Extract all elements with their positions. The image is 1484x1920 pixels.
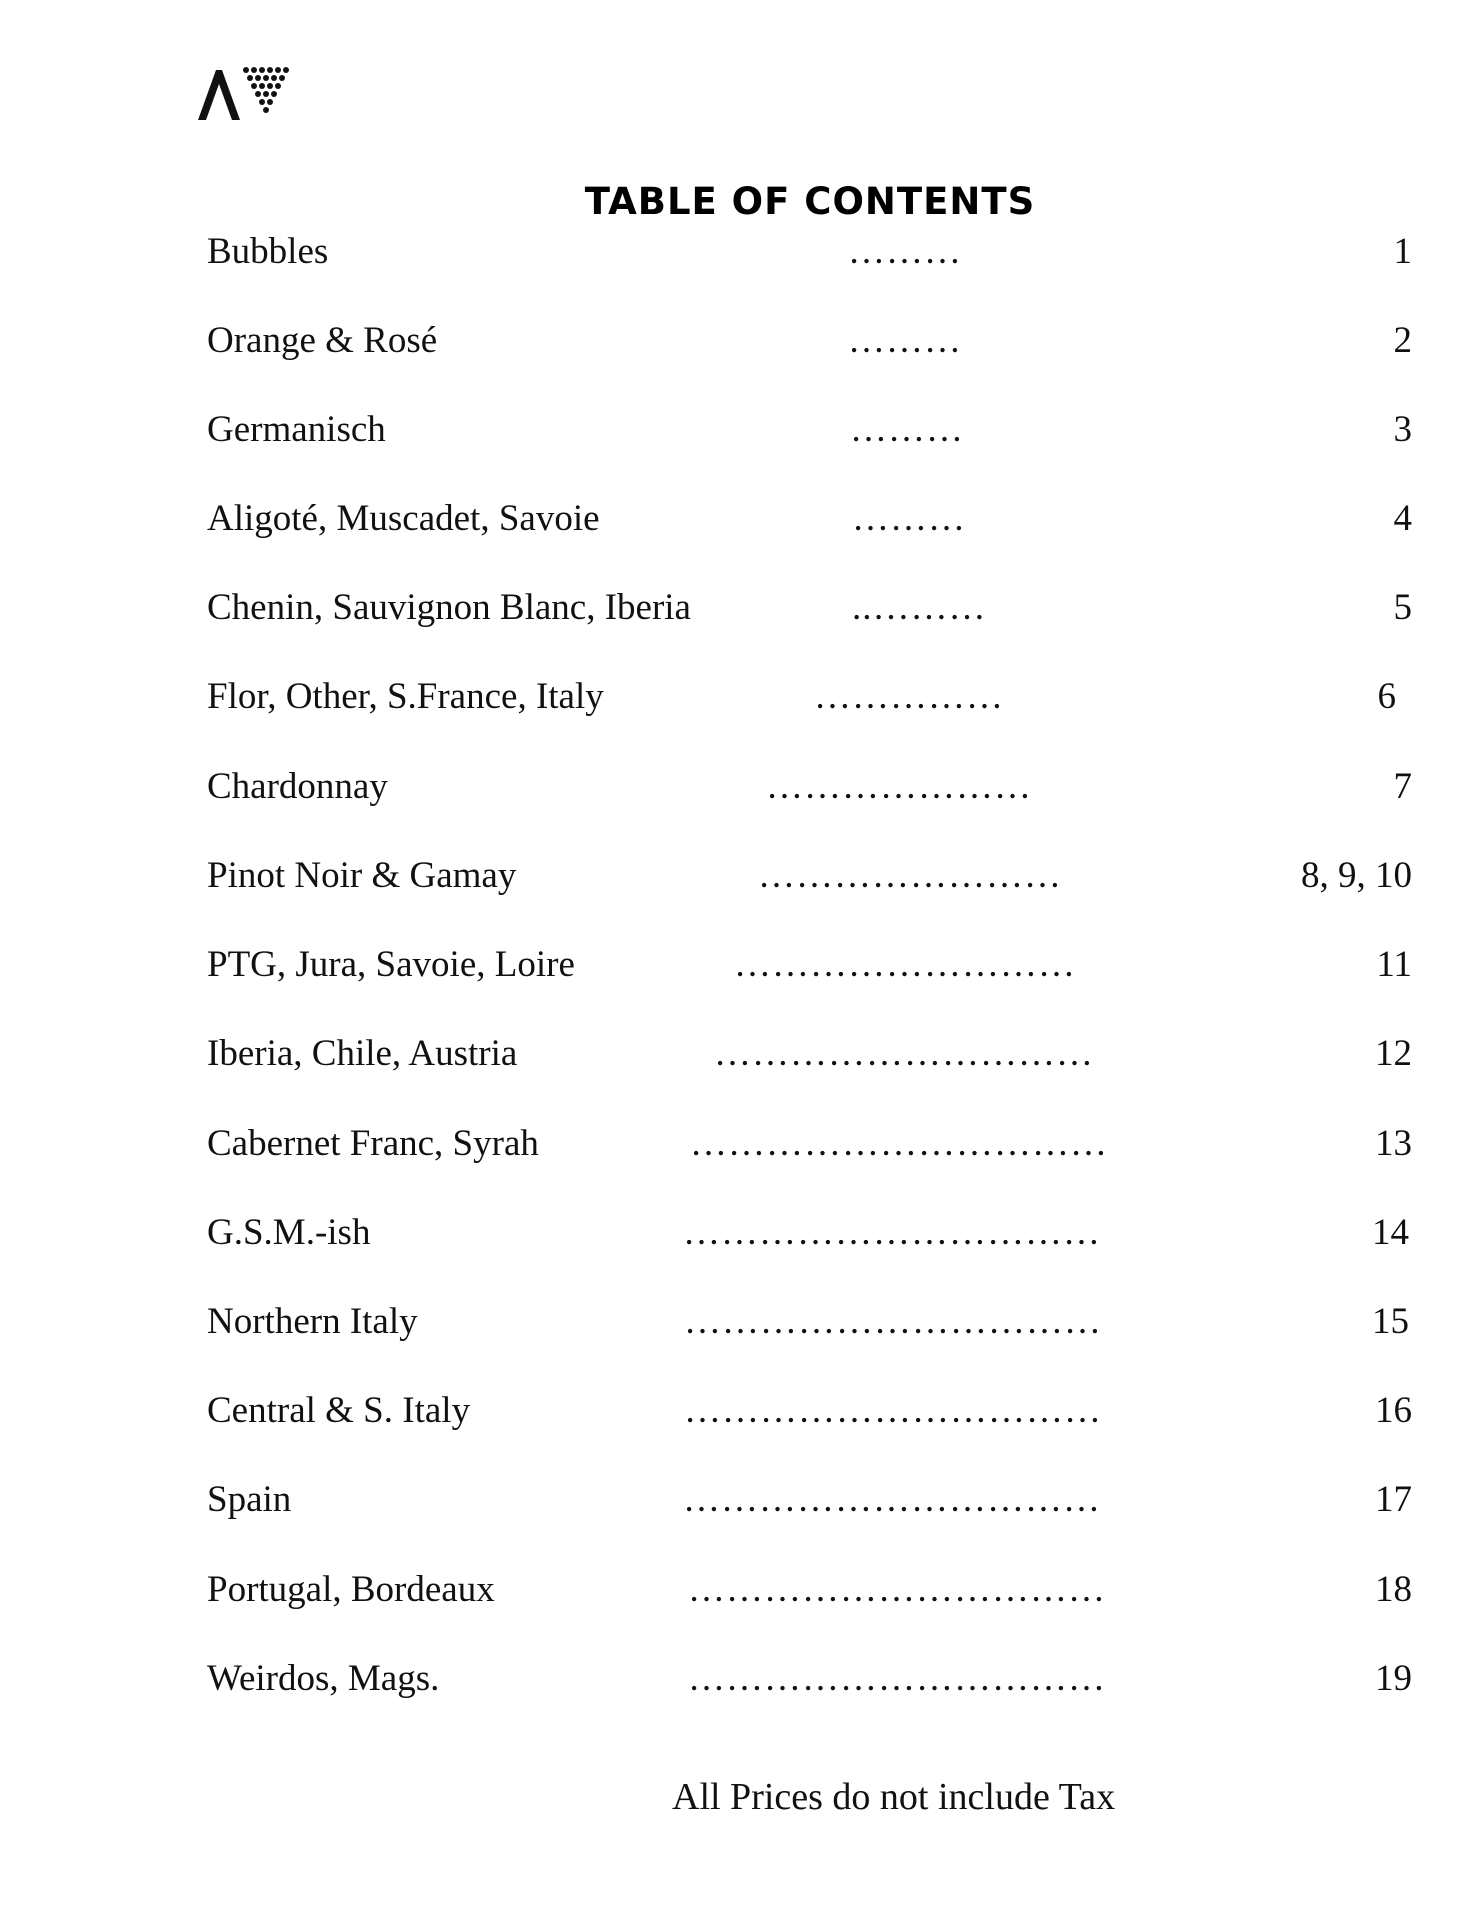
toc-entry-label: Iberia, Chile, Austria: [207, 1033, 518, 1074]
toc-entry-label: Central & S. Italy: [207, 1390, 471, 1431]
toc-entry-leader: ……………………………: [683, 1212, 1101, 1253]
toc-entry-page: 17: [1375, 1479, 1412, 1520]
toc-entry-leader: ……………………………: [683, 1479, 1101, 1520]
toc-entry-leader: ………: [848, 320, 962, 361]
toc-entry: [0, 406, 1484, 454]
toc-entry-leader: …………………: [766, 766, 1032, 807]
toc-entry-label: Portugal, Bordeaux: [207, 1569, 495, 1610]
toc-entry: [0, 1030, 1484, 1078]
page-title: TABLE OF CONTENTS: [584, 180, 1036, 223]
toc-entry: [0, 1655, 1484, 1703]
toc-entry-label: Germanisch: [207, 409, 386, 450]
toc-entry-leader: ..………: [852, 587, 987, 628]
toc-entry-page: 8, 9, 10: [1301, 855, 1412, 896]
toc-entry-page: 16: [1375, 1390, 1412, 1431]
toc-entry: [0, 941, 1484, 989]
toc-entry-page: 12: [1375, 1033, 1412, 1074]
toc-entry-label: Chardonnay: [207, 766, 388, 807]
toc-entry-label: Aligoté, Muscadet, Savoie: [207, 498, 600, 539]
toc-entry-label: PTG, Jura, Savoie, Loire: [207, 944, 575, 985]
toc-entry: [0, 1566, 1484, 1614]
toc-entry-label: G.S.M.-ish: [207, 1212, 371, 1253]
toc-entry-leader: ……………………………: [690, 1123, 1108, 1164]
toc-entry: [0, 584, 1484, 632]
footer-note: All Prices do not include Tax: [672, 1776, 1116, 1818]
toc-entry-page: 5: [1393, 587, 1412, 628]
toc-entry-label: Cabernet Franc, Syrah: [207, 1123, 539, 1164]
toc-entry: [0, 1476, 1484, 1524]
toc-entry-leader: ……………………: [758, 855, 1062, 896]
toc-entry: [0, 1209, 1484, 1257]
toc-entry-page: 14: [1372, 1212, 1409, 1253]
toc-entry-label: Spain: [207, 1479, 292, 1520]
toc-entry-leader: ……………………………: [684, 1301, 1102, 1342]
toc-entry-leader: ……………: [814, 676, 1004, 717]
toc-entry-page: 15: [1372, 1301, 1409, 1342]
toc-entry-page: 6: [1377, 676, 1396, 717]
toc-entry-page: 18: [1375, 1569, 1412, 1610]
toc-entry-leader: ………: [852, 498, 966, 539]
toc-entry: [0, 1298, 1484, 1346]
toc-entry-page: 7: [1393, 766, 1412, 807]
toc-entry-leader: …………………………: [714, 1033, 1094, 1074]
toc-entry-label: Orange & Rosé: [207, 320, 438, 361]
brand-logo: [196, 62, 296, 124]
toc-entry-leader: ……………………………: [684, 1390, 1102, 1431]
toc-entry: [0, 763, 1484, 811]
toc-entry-page: 3: [1393, 409, 1412, 450]
toc-entry: [0, 852, 1484, 900]
toc-entry-leader: ………………………: [734, 944, 1076, 985]
toc-entry: [0, 1120, 1484, 1168]
toc-entry-leader: ………: [848, 231, 962, 272]
toc-entry-label: Pinot Noir & Gamay: [207, 855, 517, 896]
toc-entry-page: 1: [1393, 231, 1412, 272]
toc-entry: [0, 1387, 1484, 1435]
toc-entry-label: Flor, Other, S.France, Italy: [207, 676, 604, 717]
toc-entry-label: Weirdos, Mags.: [207, 1658, 440, 1699]
toc-entry: [0, 228, 1484, 276]
toc-entry-label: Bubbles: [207, 231, 329, 272]
toc-entry-leader: ………: [850, 409, 964, 450]
toc-entry-page: 11: [1376, 944, 1412, 985]
toc-entry-leader: ……………………………: [688, 1658, 1106, 1699]
toc-entry: [0, 495, 1484, 543]
toc-entry-page: 19: [1375, 1658, 1412, 1699]
toc-entry: [0, 317, 1484, 365]
toc-entry: [0, 673, 1484, 721]
toc-entry-label: Chenin, Sauvignon Blanc, Iberia: [207, 587, 691, 628]
toc-entry-label: Northern Italy: [207, 1301, 418, 1342]
toc-entry-page: 4: [1393, 498, 1412, 539]
toc-entry-leader: ……………………………: [688, 1569, 1106, 1610]
toc-entry-page: 13: [1375, 1123, 1412, 1164]
toc-entry-page: 2: [1393, 320, 1412, 361]
